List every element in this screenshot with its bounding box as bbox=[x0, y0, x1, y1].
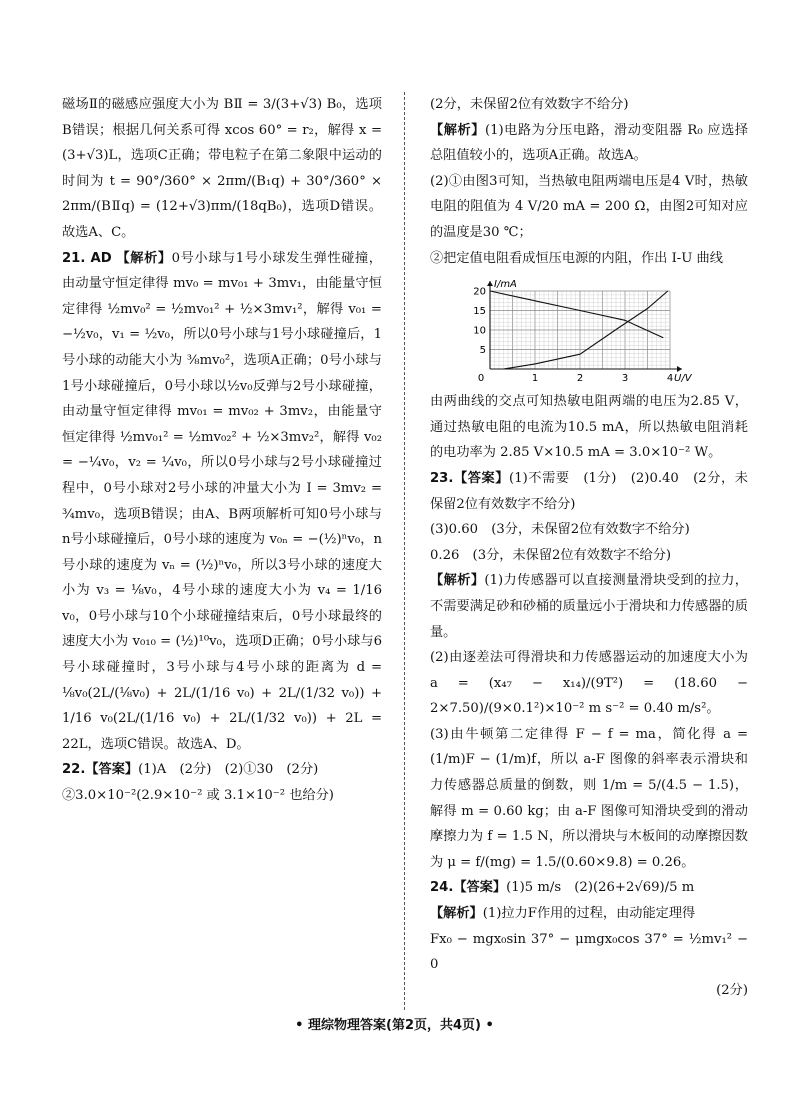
q23-answer-text: (1)不需要 (1分) (2)0.40 (2分，未保留2位有效数字不给分) bbox=[430, 470, 748, 512]
x-tick-label: 0 bbox=[477, 373, 485, 385]
q24-analysis-tag: 【解析】 bbox=[430, 906, 483, 922]
q24-number: 24. bbox=[430, 880, 454, 896]
q23-answer-3: 0.26 (3分，未保留2位有效数字不给分) bbox=[430, 547, 672, 563]
q20-continuation: 磁场Ⅱ的磁感应强度大小为 BⅡ = 3/(3+√3) B₀，选项B错误；根据几何关系可得 xcos 60° = r₂，解得 x = (3+√3)L，选项C正确；带电粒子在第二象限中运动的时间为 t = 90°/360° × 2πm/(B₁q) + 30°/360° × 2πm/(BⅡq) = (12+√3)πm/(18qB₀)，选项D错误。故选A、C。 bbox=[62, 97, 387, 240]
q22-score-note: (2分，未保留2位有效数字不给分) bbox=[430, 97, 629, 112]
q22-analysis-text: (1)电路为分压电路，滑动变阻器 R₀ 应选择总阻值较小的，选项A正确。故选A。 bbox=[430, 122, 749, 164]
x-tick-label: 1 bbox=[531, 373, 539, 385]
q23-analysis-1 bbox=[430, 568, 748, 645]
q24-answer-tag: 【答案】 bbox=[453, 880, 507, 896]
q24-answer-text: (1)5 m/s (2)(26+2√69)/5 m bbox=[506, 880, 695, 896]
page-footer: • 理综物理答案(第2页，共4页) • bbox=[295, 1018, 494, 1033]
x-tick-label: 2 bbox=[576, 373, 584, 385]
q23-analysis-text: (1)力传感器可以直接测量滑块受到的拉力，不需要满足砂和砂桶的质量远小于滑块和力传感器的质量。 bbox=[430, 573, 748, 640]
y-tick-label: 20 bbox=[473, 286, 486, 298]
y-tick-label: 5 bbox=[479, 345, 486, 357]
q21-text: 0号小球与1号小球发生弹性碰撞，由动量守恒定律得 mv₀ = mv₀₁ + 3mv₁，由能量守恒定律得 ½mv₀² = ½mv₀₁² + ½×3mv₁²，解得 v₀₁ = −½v₀，v₁ = ½v₀，所以0号小球与1号小球碰撞后，1号小球的动能大小为 ⅜mv₀²，选项A正确；0号小球与1号小球碰撞后，0号小球以½v₀反弹与2号小球碰撞，由动量守恒定律得 mv₀₁ = mv₀₂ + 3mv₂，由能量守恒定律得 ½mv₀₁² = ½mv₀₂² + ½×3mv₂²，解得 v₀₂ = −¼v₀，v₂ = ¼v₀，所以0号小球与2号小球碰撞过程中，0号小球对2号小球的冲量大小为 I = 3mv₂ = ¾mv₀，选项B错误；由A、B两项解析可知0号小球与n号小球碰撞后，0号小球的速度为 v₀ₙ = −(½)ⁿv₀，n号小球的速度为 vₙ = (½)ⁿv₀，所以3号小球的速度大小为 v₃ = ⅛v₀，4号小球的速度大小为 v₄ = 1/16 v₀，0号小球与10个小球碰撞结束后，0号小球最终的速度大小为 v₀₁₀ = (½)¹⁰v₀，选项D正确；0号小球与6号小球碰撞时，3号小球与4号小球的距离为 d = ⅛v₀(2L/(⅛v₀) + 2L/(1/16 v₀) + 2L/(1/32 v₀)) + 1/16 v₀(2L/(1/16 v₀) + 2L/(1/32 v₀)) + 2L = 22L，选项C错误。故选A、D。 bbox=[62, 250, 387, 752]
y-tick-label: 10 bbox=[473, 325, 486, 337]
q22-number: 22. bbox=[62, 762, 86, 778]
q23-number: 23. bbox=[430, 470, 454, 486]
q23-answer-tag: 【答案】 bbox=[453, 470, 510, 486]
q22-analysis-tag: 【解析】 bbox=[430, 122, 485, 138]
y-axis-label: I/mA bbox=[494, 279, 517, 291]
y-tick-label: 15 bbox=[473, 306, 486, 318]
q23-answer bbox=[430, 466, 748, 517]
iu-chart-svg bbox=[466, 277, 692, 385]
right-column bbox=[430, 92, 753, 1003]
q24-analysis-text: (1)拉力F作用的过程，由动能定理得 bbox=[482, 906, 696, 922]
q24-equation: Fx₀ − mgx₀sin 37° − μmgx₀cos 37° = ½mv₁² − 0 bbox=[430, 931, 753, 973]
q24-answer bbox=[430, 875, 748, 901]
iu-chart bbox=[466, 277, 692, 385]
q22-analysis-2: (2)①由图3可知，当热敏电阻两端电压是4 V时，热敏电阻的阻值为 4 V/20 mA = 200 Ω，由图2可知对应的温度是30 ℃； bbox=[430, 173, 748, 240]
x-axis-arrow bbox=[677, 366, 682, 372]
x-axis-label: U/V bbox=[674, 373, 692, 385]
column-divider bbox=[404, 92, 405, 1010]
y-axis-arrow bbox=[487, 281, 493, 286]
q22-answer bbox=[62, 757, 382, 783]
x-tick-label: 4 bbox=[666, 373, 674, 385]
q23-analysis-3: (3)由牛顿第二定律得 F − f = ma，简化得 a = (1/m)F − (1/m)f，所以 a-F 图像的斜率表示滑块和力传感器总质量的倒数，则 1/m = 5/(4.5 − 1.5)，解得 m = 0.60 kg；由 a-F 图像可知滑块受到的滑动摩擦力为 f = 1.5 N，所以滑块与木板间的动摩擦因数为 μ = f/(mg) = 1.5/(0.60×9.8) = 0.26。 bbox=[430, 726, 753, 870]
q22-answer-2: ②3.0×10⁻²(2.9×10⁻² 或 3.1×10⁻² 也给分) bbox=[62, 788, 334, 804]
q22-analysis-1 bbox=[430, 118, 748, 169]
q23-analysis-tag: 【解析】 bbox=[430, 573, 485, 589]
q23-analysis-2: (2)由逐差法可得滑块和力传感器运动的加速度大小为 a = (x₄₇ − x₁₄)/(9T²) = (18.60 − 2×7.50)/(9×0.1²)×10⁻² m s⁻² = 0.40 m/s²。 bbox=[430, 650, 753, 717]
q21-analysis-tag: 【解析】 bbox=[116, 250, 172, 266]
q23-answer-2: (3)0.60 (3分，未保留2位有效数字不给分) bbox=[430, 522, 690, 538]
q21-solution bbox=[62, 246, 387, 758]
left-column bbox=[62, 92, 387, 809]
q22-answer-tag: 【答案】 bbox=[85, 762, 139, 778]
q24-score: (2分) bbox=[716, 982, 748, 998]
q22-analysis-3: ②把定值电阻看成恒压电源的内阻，作出 I-U 曲线 bbox=[430, 250, 723, 266]
q22-analysis-4: 由两曲线的交点可知热敏电阻两端的电压为2.85 V，通过热敏电阻的电流为10.5 mA，所以热敏电阻消耗的电功率为 2.85 V×10.5 mA = 3.0×10⁻² W。 bbox=[430, 394, 748, 461]
x-tick-label: 3 bbox=[621, 373, 629, 385]
q24-analysis-1 bbox=[430, 901, 748, 927]
q21-number: 21. AD bbox=[62, 250, 112, 266]
q22-answer-text: (1)A (2分) (2)①30 (2分) bbox=[138, 762, 319, 778]
